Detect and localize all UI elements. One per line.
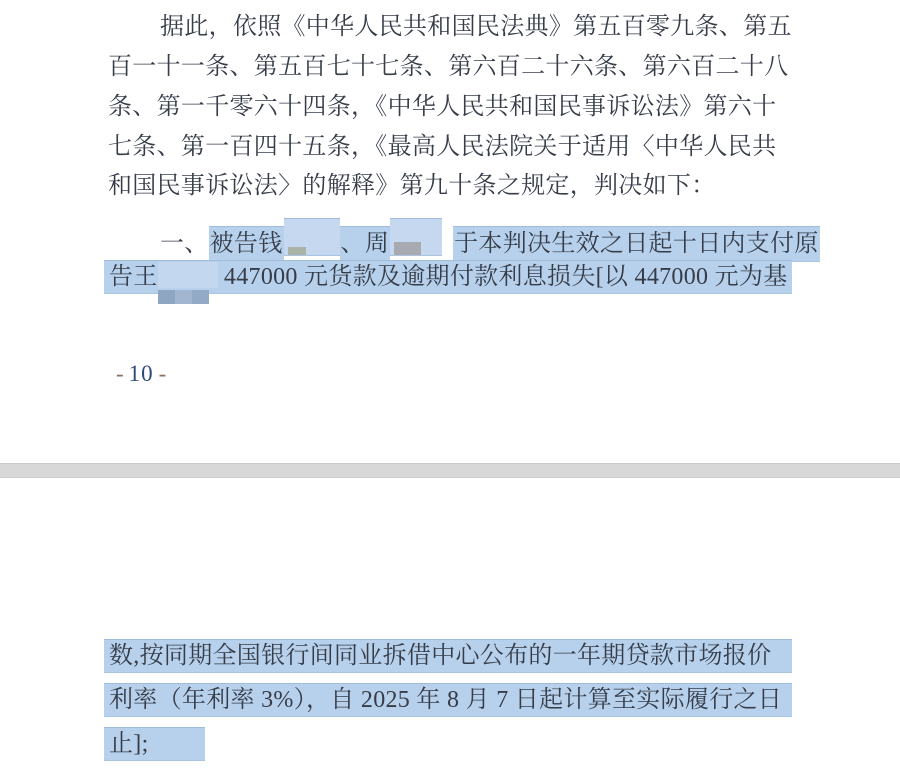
selected-text-amount: 447000 元货款及逾期付款利息损失[以 447000 元为基 xyxy=(223,264,788,290)
redaction-mosaic-overflow xyxy=(158,290,209,304)
paragraph-line[interactable]: 和国民事诉讼法〉的解释》第九十条之规定，判决如下： xyxy=(108,173,716,199)
selected-line[interactable]: 止]; xyxy=(104,727,205,761)
redacted-name-block xyxy=(390,218,442,256)
mosaic-square xyxy=(158,290,175,304)
page-break-divider xyxy=(0,463,900,478)
judgment-item-line-1[interactable] xyxy=(108,218,819,258)
page-number-value: 10 xyxy=(128,361,154,386)
redaction-mosaic xyxy=(394,242,421,255)
paragraph-line[interactable]: 七条、第一百四十五条，《最高人民法院关于适用〈中华人民共 xyxy=(108,134,777,160)
item-prefix: 一、 xyxy=(160,231,209,257)
page-number xyxy=(111,360,171,388)
selected-text-rest: 于本判决生效之日起十日内支付原 xyxy=(453,226,820,262)
paragraph-line[interactable]: 条、第一千零六十四条，《中华人民共和国民事诉讼法》第六十 xyxy=(108,94,777,120)
selected-text-defendant1: 被告钱 xyxy=(209,226,284,262)
mosaic-square xyxy=(175,290,192,304)
selected-text-defendant2: 、周 xyxy=(340,226,391,262)
paragraph-line[interactable]: 据此，依照《中华人民共和国民法典》第五百零九条、第五 xyxy=(160,14,792,40)
page-number-left-dash: - xyxy=(116,361,124,386)
judgment-item-line-2[interactable] xyxy=(104,260,792,294)
redaction-mosaic xyxy=(288,247,306,255)
mosaic-square xyxy=(192,290,209,304)
selected-line[interactable]: 利率（年利率 3%），自 2025 年 8 月 7 日起计算至实际履行之日 xyxy=(104,683,792,717)
paragraph-line[interactable]: 百一十一条、第五百七十七条、第六百二十六条、第六百二十八 xyxy=(108,54,789,80)
redacted-name-block xyxy=(158,262,218,288)
selected-text-plaintiff: 告王 xyxy=(109,264,158,290)
selected-line[interactable]: 数,按同期全国银行间同业拆借中心公布的一年期贷款市场报价 xyxy=(104,639,792,673)
page-number-right-dash: - xyxy=(158,361,167,386)
redacted-name-block xyxy=(284,218,340,256)
